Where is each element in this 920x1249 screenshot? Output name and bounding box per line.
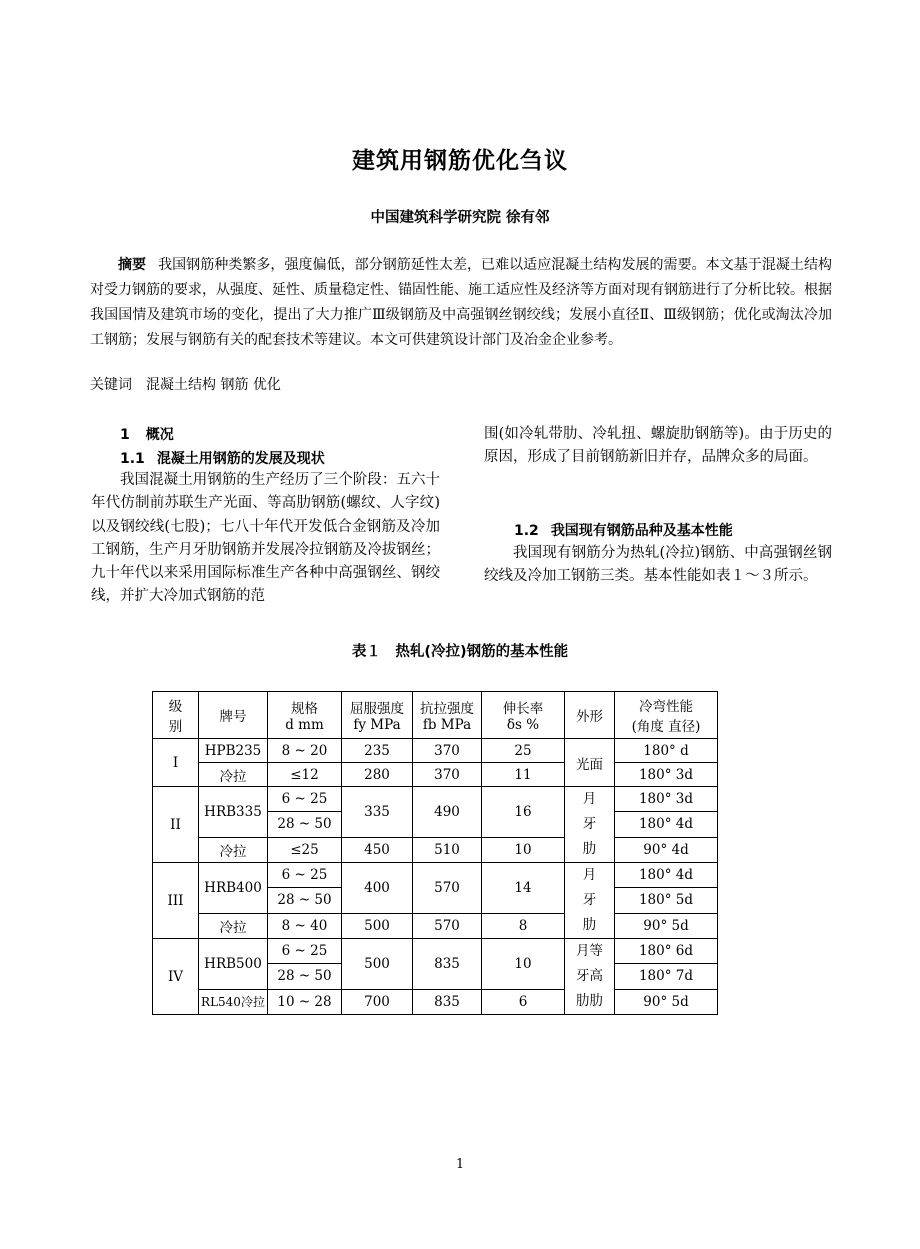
table-cell: 16	[482, 787, 565, 838]
abstract	[90, 253, 832, 353]
table-row	[153, 837, 718, 862]
table-cell: 570	[413, 863, 482, 914]
table-cell: 180° 7d	[615, 964, 718, 989]
table-cell: RL540冷拉	[199, 989, 268, 1014]
table-row	[153, 989, 718, 1014]
table-cell: 冷拉	[199, 837, 268, 862]
header-elongation: 伸长率 δs %	[482, 692, 565, 739]
table-cell: 冷拉	[199, 913, 268, 938]
table-cell: 6 ~ 25	[268, 787, 342, 812]
table-cell: 28 ~ 50	[268, 812, 342, 837]
table-cell: 14	[482, 863, 565, 914]
table-cell: 335	[342, 787, 413, 838]
table-cell: 8 ~ 40	[268, 913, 342, 938]
section-1-2-body	[484, 542, 832, 589]
section-1-number: 1	[120, 427, 130, 443]
table-cell: 180° 5d	[615, 888, 718, 913]
table-cell: 28 ~ 50	[268, 888, 342, 913]
table-cell: 370	[413, 739, 482, 763]
table-row	[153, 939, 718, 964]
table-cell: 235	[342, 739, 413, 763]
section-1-1-heading	[120, 448, 325, 468]
section-1-2-heading	[514, 520, 733, 540]
table-cell: HRB400	[199, 863, 268, 914]
table-cell: 冷拉	[199, 763, 268, 787]
table-cell: 180° 3d	[615, 763, 718, 787]
shape-cell: 月 牙 肋	[565, 863, 615, 939]
section-1-title: 概况	[145, 427, 174, 443]
header-yield: 屈服强度 fy MPa	[342, 692, 413, 739]
table-row	[153, 763, 718, 787]
grade-cell: IV	[153, 939, 199, 1015]
table-cell: ≤12	[268, 763, 342, 787]
section-1-1-number: 1.1	[120, 451, 145, 467]
table-cell: 500	[342, 913, 413, 938]
abstract-label: 摘要	[118, 257, 147, 273]
section-1-2-paragraph: 我国现有钢筋分为热轧(冷拉)钢筋、中高强钢丝钢绞线及冷加工钢筋三类。基本性能如表１～３所示。	[484, 545, 832, 585]
table-cell: 180° 3d	[615, 787, 718, 812]
table-cell: 450	[342, 837, 413, 862]
section-1-1-title: 混凝土用钢筋的发展及现状	[156, 451, 325, 467]
section-1-2-title: 我国现有钢筋品种及基本性能	[550, 523, 733, 539]
table-cell: 10	[482, 939, 565, 990]
header-shape: 外形	[565, 692, 615, 739]
section-1-2-number: 1.2	[514, 523, 539, 539]
grade-cell: II	[153, 787, 199, 863]
header-brand: 牌号	[199, 692, 268, 739]
table-1	[152, 691, 718, 1015]
table-cell: 500	[342, 939, 413, 990]
table-cell: 180° 6d	[615, 939, 718, 964]
table-header-row	[153, 692, 718, 739]
table-cell: 510	[413, 837, 482, 862]
author-affiliation: 中国建筑科学研究院 徐有邻	[370, 210, 550, 226]
table-cell: 6 ~ 25	[268, 939, 342, 964]
table-cell: 180° d	[615, 739, 718, 763]
table-cell: 25	[482, 739, 565, 763]
table-cell: 835	[413, 989, 482, 1014]
header-tensile: 抗拉强度 fb MPa	[413, 692, 482, 739]
section-1-1-body-left	[91, 469, 440, 609]
table-row	[153, 787, 718, 812]
table-cell: ≤25	[268, 837, 342, 862]
table-row	[153, 863, 718, 888]
grade-cell: III	[153, 863, 199, 939]
keywords-label: 关键词	[90, 377, 132, 393]
shape-cell: 光面	[565, 739, 615, 787]
table-cell: 180° 4d	[615, 863, 718, 888]
table-cell: 11	[482, 763, 565, 787]
header-grade: 级 别	[153, 692, 199, 739]
table-cell: HRB335	[199, 787, 268, 838]
table-row	[153, 739, 718, 763]
section-1-heading	[120, 424, 174, 444]
section-1-1-paragraph: 我国混凝土用钢筋的生产经历了三个阶段：五六十年代仿制前苏联生产光面、等高肋钢筋(螺纹、人字纹)以及钢绞线(七股)；七八十年代开发低合金钢筋及冷加工钢筋，生产月牙肋钢筋并发展冷拉钢筋及冷拔钢丝；九十年代以来采用国际标准生产各种中高强钢丝、钢绞线，并扩大冷加式钢筋的范	[91, 472, 440, 605]
table-cell: 90° 5d	[615, 913, 718, 938]
grade-cell: I	[153, 739, 199, 787]
table-cell: 6	[482, 989, 565, 1014]
header-bend: 冷弯性能 (角度 直径)	[615, 692, 718, 739]
table-cell: 400	[342, 863, 413, 914]
table-cell: 700	[342, 989, 413, 1014]
section-1-1-body-right	[484, 423, 832, 470]
header-spec: 规格 d mm	[268, 692, 342, 739]
table-1-caption: 表１ 热轧(冷拉)钢筋的基本性能	[351, 644, 569, 660]
table-cell: 6 ~ 25	[268, 863, 342, 888]
keywords	[90, 374, 281, 394]
table-cell: 8 ~ 20	[268, 739, 342, 763]
table-cell: 570	[413, 913, 482, 938]
page-title: 建筑用钢筋优化刍议	[352, 148, 568, 174]
table-cell: 90° 4d	[615, 837, 718, 862]
table-cell: 10 ~ 28	[268, 989, 342, 1014]
table-cell: 280	[342, 763, 413, 787]
table-cell: 8	[482, 913, 565, 938]
shape-cell: 月等 牙高 肋肋	[565, 939, 615, 1015]
table-cell: 180° 4d	[615, 812, 718, 837]
table-cell: 370	[413, 763, 482, 787]
table-cell: 835	[413, 939, 482, 990]
table-cell: 10	[482, 837, 565, 862]
table-cell: 28 ~ 50	[268, 964, 342, 989]
table-cell: HRB500	[199, 939, 268, 990]
table-cell: 490	[413, 787, 482, 838]
shape-cell: 月 牙 肋	[565, 787, 615, 863]
table-cell: HPB235	[199, 739, 268, 763]
page-number: 1	[455, 1157, 465, 1172]
abstract-text: 我国钢筋种类繁多，强度偏低，部分钢筋延性太差，已难以适应混凝土结构发展的需要。本文基于混凝土结构对受力钢筋的要求，从强度、延性、质量稳定性、锚固性能、施工适应性及经济等方面对现有钢筋进行了分析比较。根据我国国情及建筑市场的变化，提出了大力推广Ⅲ级钢筋及中高强钢丝钢绞线；发展小直径Ⅱ、Ⅲ级钢筋；优化或淘汰冷加工钢筋；发展与钢筋有关的配套技术等建议。本文可供建筑设计部门及冶金企业参考。	[90, 257, 833, 348]
section-1-1-paragraph-cont: 围(如冷轧带肋、冷轧扭、螺旋肋钢筋等)。由于历史的原因，形成了目前钢筋新旧并存，品牌众多的局面。	[484, 426, 832, 466]
keywords-text: 混凝土结构 钢筋 优化	[146, 377, 281, 393]
table-row	[153, 913, 718, 938]
table-cell: 90° 5d	[615, 989, 718, 1014]
